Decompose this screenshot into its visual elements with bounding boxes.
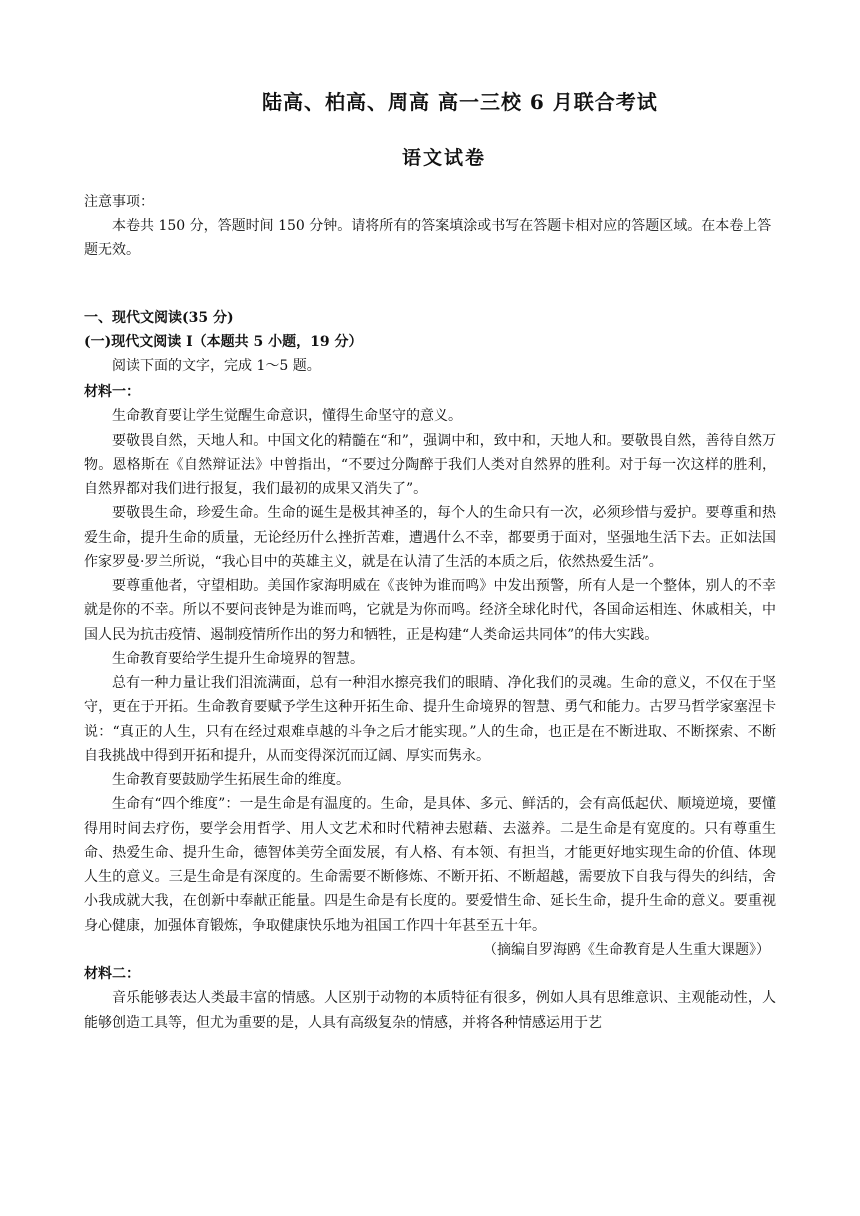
material-1-paragraph: 生命教育要鼓励学生拓展生命的维度。 — [112, 772, 350, 788]
material-1-paragraph: 要敬畏自然，天地人和。中国文化的精髓在“和”，强调中和，致中和，天地人和。要敬畏自然，善待自然万物。恩格斯在《自然辩证法》中曾指出，“不要过分陶醉于我们人类对自然界的胜利。对于每一次这样的胜利，自然界都对我们进行报复，我们最初的成果又消失了”。 — [84, 432, 776, 497]
material-2-label: 材料二： — [84, 966, 140, 982]
material-1-paragraph: 要敬畏生命，珍爱生命。生命的诞生是极其神圣的，每个人的生命只有一次，必须珍惜与爱护。要尊重和热爱生命，提升生命的质量，无论经历什么挫折苦难，遭遇什么不幸，都要勇于面对，坚强地生活下去。正如法国作家罗曼·罗兰所说，“我心目中的英雄主义，就是在认清了生活的本质之后，依然热爱生活”。 — [84, 505, 776, 570]
reading-instruction: 阅读下面的文字，完成 1～5 题。 — [112, 358, 321, 374]
material-1-paragraph: 生命有“四个维度”：一是生命是有温度的。生命，是具体、多元、鲜活的，会有高低起伏、顺境逆境，要懂得用时间去疗伤，要学会用哲学、用人文艺术和时代精神去慰藉、去滋养。二是生命是有宽度的。只有尊重生命、热爱生命、提升生命，德智体美劳全面发展，有人格、有本领、有担当，才能更好地实现生命的价值、体现人生的意义。三是生命是有深度的。生命需要不断修炼、不断开拓、不断超越，需要放下自我与得失的纠结，舍小我成就大我，在创新中奉献正能量。四是生命是有长度的。要爱惜生命、延长生命，提升生命的意义。要重视身心健康，加强体育锻炼，争取健康快乐地为祖国工作四十年甚至五十年。 — [84, 796, 776, 934]
material-1-source: （摘编自罗海鸥《生命教育是人生重大课题》） — [483, 941, 770, 958]
material-1-paragraph: 生命教育要让学生觉醒生命意识，懂得生命坚守的意义。 — [112, 408, 462, 425]
material-1-label: 材料一： — [84, 384, 140, 400]
notes-block — [84, 190, 776, 262]
reading-passage — [84, 380, 776, 1035]
material-1-paragraph: 生命教育要给学生提升生命境界的智慧。 — [112, 650, 364, 667]
material-1-paragraph: 总有一种力量让我们泪流满面，总有一种泪水擦亮我们的眼睛、净化我们的灵魂。生命的意义，不仅在于坚守，更在于开拓。生命教育要赋予学生这种开拓生命、提升生命境界的智慧、勇气和能力。古罗马哲学家塞涅卡说：“真正的人生，只有在经过艰难卓越的斗争之后才能实现。”人的生命，也正是在不断进取、不断探索、不断自我挑战中得到开拓和提升，从而变得深沉而辽阔、厚实而隽永。 — [84, 675, 776, 764]
notes-text: 本卷共 150 分，答题时间 150 分钟。请将所有的答案填涂或书写在答题卡相对应的答题区域。在本卷上答题无效。 — [84, 218, 772, 258]
material-2-paragraph: 音乐能够表达人类最丰富的情感。人区别于动物的本质特征有很多，例如人具有思维意识、主观能动性，人能够创造工具等，但尤为重要的是，人具有高级复杂的情感，并将各种情感运用于艺 — [84, 990, 776, 1031]
notes-heading: 注意事项： — [84, 194, 154, 210]
exam-subtitle: 语文试卷 — [402, 147, 487, 169]
material-1-paragraph: 要尊重他者，守望相助。美国作家海明威在《丧钟为谁而鸣》中发出预警，所有人是一个整体，别人的不幸就是你的不幸。所以不要问丧钟是为谁而鸣，它就是为你而鸣。经济全球化时代，各国命运相连、休戚相关，中国人民为抗击疫情、遏制疫情所作出的努力和牺牲，正是构建“人类命运共同体”的伟大实践。 — [84, 578, 776, 643]
exam-title: 陆高、柏高、周高 高一三校 6 月联合考试 — [262, 90, 658, 114]
section-heading: 一、现代文阅读(35 分) — [84, 310, 234, 326]
subsection-heading: (一)现代文阅读 I（本题共 5 小题，19 分） — [84, 334, 363, 350]
